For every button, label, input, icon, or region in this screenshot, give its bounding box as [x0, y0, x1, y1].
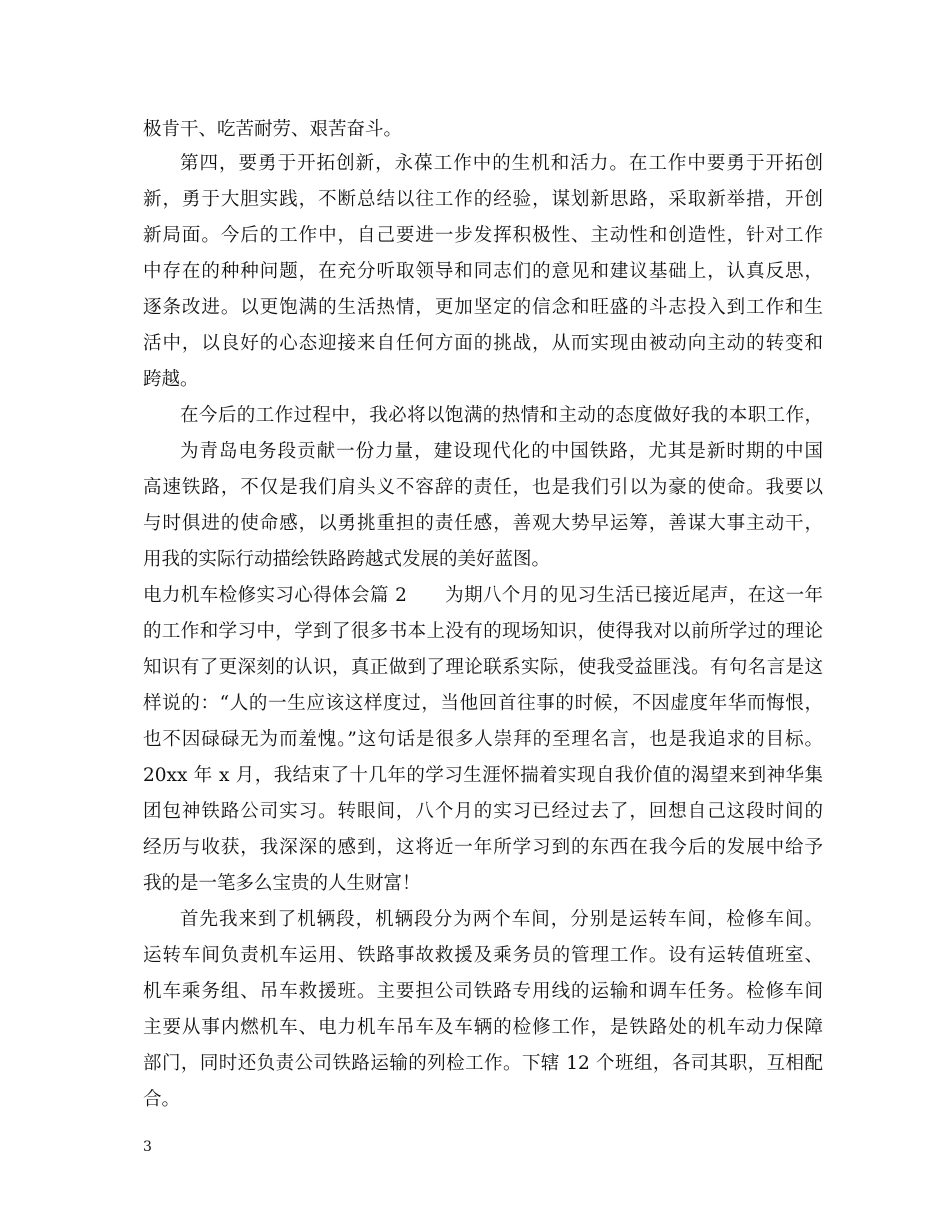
- text-line: 也不因碌碌无为而羞愧。”这句话是很多人崇拜的至理名言，也是我追求的目标。: [143, 729, 823, 750]
- text-line: 第四，要勇于开拓创新，永葆工作中的生机和活力。在工作中要勇于开拓创: [180, 153, 823, 174]
- text-line: 的工作和学习中，学到了很多书本上没有的现场知识，使得我对以前所学过的理论: [143, 621, 823, 642]
- text-line: 团包神铁路公司实习。转眼间，八个月的实习已经过去了，回想自己这段时间的: [143, 801, 823, 822]
- text-line: 活中，以良好的心态迎接来自任何方面的挑战，从而实现由被动向主动的转变和: [143, 333, 823, 354]
- text-line: 用我的实际行动描绘铁路跨越式发展的美好蓝图。: [143, 549, 551, 570]
- text-line: 与时俱进的使命感，以勇挑重担的责任感，善观大势早运筹，善谋大事主动干，: [143, 513, 823, 534]
- text-line: 部门，同时还负责公司铁路运输的列检工作。下辖 12 个班组，各司其职，互相配: [143, 1053, 823, 1074]
- text-line: 20xx 年 x 月，我结束了十几年的学习生涯怀揣着实现自我价值的渴望来到神华集: [143, 765, 823, 786]
- text-line: 新局面。今后的工作中，自己要进一步发挥积极性、主动性和创造性，针对工作: [143, 225, 823, 246]
- text-line: 运转车间负责机车运用、铁路事故救援及乘务员的管理工作。设有运转值班室、: [143, 945, 823, 966]
- text-line: 主要从事内燃机车、电力机车吊车及车辆的检修工作，是铁路处的机车动力保障: [143, 1017, 823, 1038]
- text-line: 逐条改进。以更饱满的生活热情，更加坚定的信念和旺盛的斗志投入到工作和生: [143, 297, 823, 318]
- text-line: 中存在的种种问题，在充分听取领导和同志们的意见和建议基础上，认真反思，: [143, 261, 823, 282]
- section-heading-line: 电力机车检修实习心得体会篇 2 为期八个月的见习生活已接近尾声，在这一年: [143, 585, 823, 606]
- text-line: 合。: [143, 1089, 181, 1110]
- text-line: 机车乘务组、吊车救援班。主要担公司铁路专用线的运输和调车任务。检修车间: [143, 981, 823, 1002]
- text-line: 首先我来到了机辆段，机辆段分为两个车间，分别是运转车间，检修车间。: [180, 909, 823, 930]
- text-line: 为青岛电务段贡献一份力量，建设现代化的中国铁路，尤其是新时期的中国: [180, 441, 823, 462]
- text-line: 经历与收获，我深深的感到，这将近一年所学习到的东西在我今后的发展中给予: [143, 837, 823, 858]
- text-line: 在今后的工作过程中，我必将以饱满的热情和主动的态度做好我的本职工作，: [180, 405, 823, 426]
- text-line: 新，勇于大胆实践，不断总结以往工作的经验，谋划新思路，采取新举措，开创: [143, 189, 823, 210]
- text-line: 高速铁路，不仅是我们肩头义不容辞的责任，也是我们引以为豪的使命。我要以: [143, 477, 823, 498]
- text-line: 极肯干、吃苦耐劳、艰苦奋斗。: [143, 119, 403, 140]
- text-line: 我的是一笔多么宝贵的人生财富！: [143, 873, 421, 894]
- text-line: 知识有了更深刻的认识，真正做到了理论联系实际，使我受益匪浅。有句名言是这: [143, 657, 823, 678]
- text-line: 跨越。: [143, 369, 199, 390]
- page-number: 3: [143, 1139, 152, 1155]
- text-line: 样说的：“人的一生应该这样度过，当他回首往事的时候，不因虚度年华而悔恨，: [143, 693, 823, 714]
